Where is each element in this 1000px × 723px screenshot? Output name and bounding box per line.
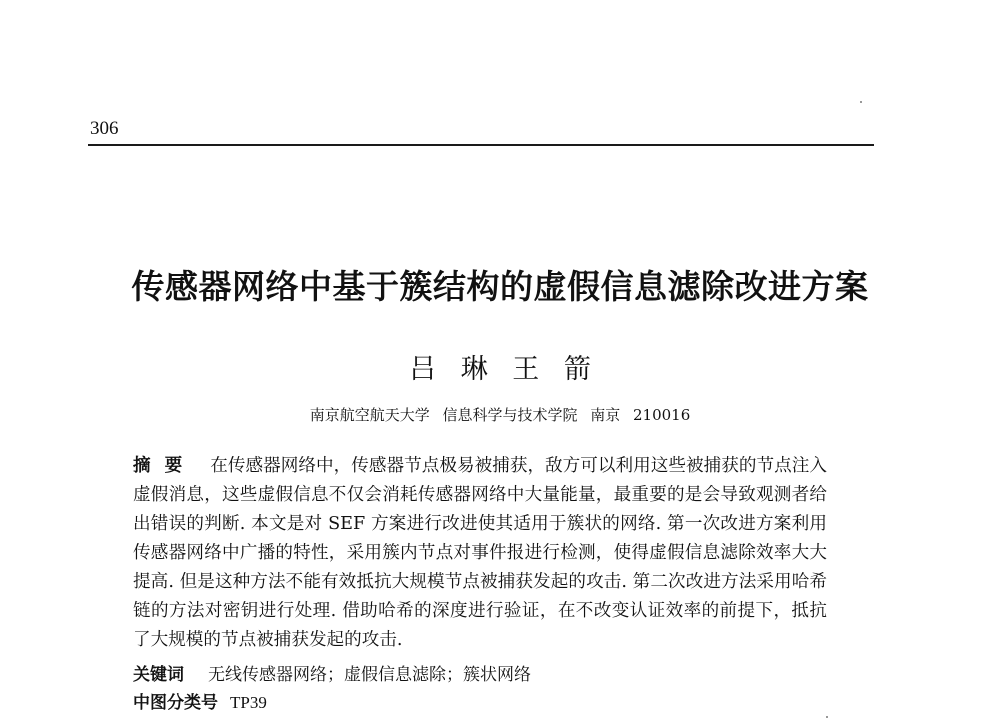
classification-code: TP39 bbox=[230, 693, 267, 712]
keywords-label: 关键词 bbox=[133, 665, 184, 685]
affiliation: 南京航空航天大学 信息科学与技术学院 南京 210016 bbox=[309, 406, 691, 424]
keywords bbox=[133, 663, 531, 687]
keywords-text: 无线传感器网络；虚假信息滤除；簇状网络 bbox=[208, 665, 531, 685]
abstract-text: 在传感器网络中，传感器节点极易被捕获，敌方可以利用这些被捕获的节点注入虚假消息，这些虚假信息不仅会消耗传感器网络中大量能量，最重要的是会导致观测者给出错误的判断. 本文是对 SEF 方案进行改进使其适用于簇状的网络. 第一次改进方案利用传感器网络中广播的特性，采用簇内节点对事件报进行检测，使得虚假信息滤除效率大大提高. 但是这种方法不能有效抵抗大规模节点被捕获发起的攻击. 第二次改进方法采用哈希链的方法对密钥进行处理. 借助哈希的深度进行验证，在不改变认证效率的前提下，抵抗了大规模的节点被捕获发起的攻击. bbox=[133, 456, 827, 650]
scan-speck bbox=[826, 716, 828, 718]
abstract bbox=[133, 452, 827, 655]
page-number: 306 bbox=[90, 118, 119, 139]
author-list: 吕 琳 王 箭 bbox=[409, 354, 591, 385]
classification-label: 中图分类号 bbox=[133, 693, 218, 713]
header-rule bbox=[88, 144, 874, 146]
abstract-label: 摘要 bbox=[133, 456, 197, 476]
paper-title: 传感器网络中基于簇结构的虚假信息滤除改进方案 bbox=[131, 267, 869, 306]
classification bbox=[133, 691, 267, 715]
scan-speck bbox=[860, 101, 862, 103]
